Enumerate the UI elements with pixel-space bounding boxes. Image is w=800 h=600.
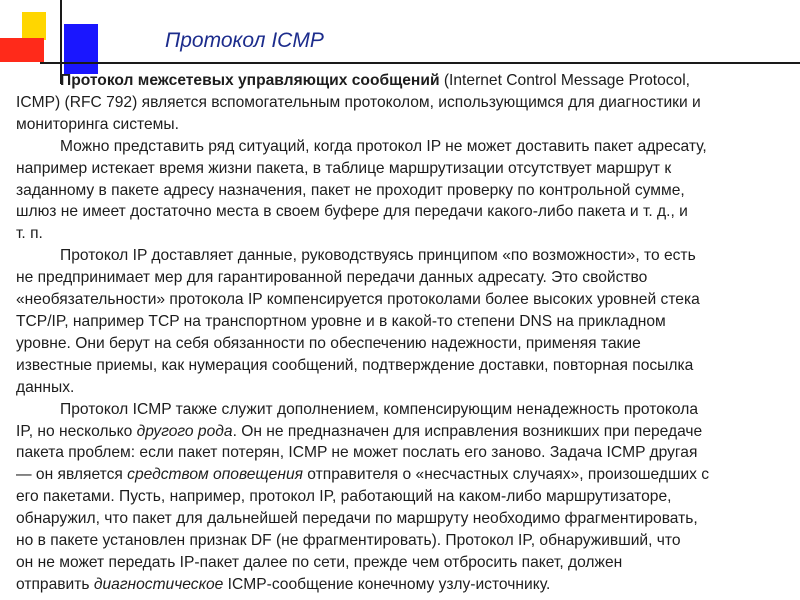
paragraph-3-line <box>16 355 800 377</box>
paragraph-1-line <box>16 92 800 114</box>
paragraph-4-line <box>16 399 800 421</box>
text-run: . Он не предназначен для исправления возникших при передаче <box>232 422 703 440</box>
text-run: IP, но несколько <box>16 422 137 440</box>
paragraph-2-line <box>16 180 800 202</box>
text-run: например истекает время жизни пакета, в таблице маршрутизации отсутствует маршрут к <box>16 159 672 177</box>
decorative-blue-rectangle <box>64 24 98 74</box>
text-run: не предпринимает мер для гарантированной передачи данных адресату. Это свойство <box>16 269 648 287</box>
text-run: пакета проблем: если пакет потерян, ICMP не может послать его заново. Задача ICMP другая <box>16 444 698 462</box>
italic-term: средством оповещения <box>127 466 303 484</box>
paragraph-4-line <box>16 508 800 530</box>
text-run: шлюз не имеет достаточно места в своем буфере для передачи какого-либо пакета и т. д., и <box>16 203 688 221</box>
text-run: TCP/IP, например TCP на транспортном уровне и в какой-то степени DNS на прикладном <box>16 312 666 330</box>
paragraph-4-line <box>16 442 800 464</box>
paragraph-4-line <box>16 574 800 596</box>
paragraph-3-line <box>16 377 800 399</box>
text-run: данных. <box>16 378 75 396</box>
decorative-yellow-square <box>22 12 46 40</box>
text-run: он не может передать IP-пакет далее по сети, прежде чем отбросить пакет, должен <box>16 553 623 571</box>
text-run: отправителя о «несчастных случаях», произошедших с <box>302 466 710 484</box>
paragraph-3-line <box>16 289 800 311</box>
text-run: мониторинга системы. <box>16 115 179 133</box>
text-run: известные приемы, как нумерация сообщений, подтверждение доставки, повторная посылка <box>16 356 694 374</box>
paragraph-3-line <box>16 311 800 333</box>
text-run: — он является <box>16 466 128 484</box>
italic-term: диагностическое <box>93 575 224 593</box>
paragraph-1-line <box>16 70 800 92</box>
paragraph-2-line <box>16 136 800 158</box>
paragraph-1-line <box>16 114 800 136</box>
text-run: «необязательности» протокола IP компенсируется протоколами более высоких уровней стека <box>16 291 700 309</box>
paragraph-4-line <box>16 486 800 508</box>
paragraph-4-line <box>16 464 800 486</box>
bold-term: Протокол межсетевых управляющих сообщений <box>60 72 440 89</box>
paragraph-3-line <box>16 333 800 355</box>
text-run: уровне. Они берут на себя обязанности по обеспечению надежности, применяя такие <box>16 334 641 352</box>
paragraph-2-line <box>16 158 800 180</box>
decorative-red-rectangle <box>0 38 44 62</box>
italic-term: другого рода <box>136 422 233 440</box>
paragraph-2-line <box>16 223 800 245</box>
text-run: Можно представить ряд ситуаций, когда протокол IP не может доставить пакет адресату, <box>60 137 707 155</box>
text-run: обнаружил, что пакет для дальнейшей передачи по маршруту необходимо фрагментировать, <box>16 510 698 528</box>
paragraph-3-line <box>16 245 800 267</box>
slide-body <box>16 70 800 596</box>
text-run: но в пакете установлен признак DF (не фрагментировать). Протокол IP, обнаруживший, что <box>16 532 681 550</box>
text-run: ICMP) (RFC 792) является вспомогательным протоколом, использующимся для диагностики и <box>16 93 701 111</box>
decorative-horizontal-line <box>40 62 800 64</box>
text-run: заданному в пакете адресу назначения, пакет не проходит проверку по контрольной сумме, <box>16 181 685 199</box>
slide-title: Протокол ICMP <box>165 29 324 52</box>
text-run: его пакетами. Пусть, например, протокол IP, работающий на каком-либо маршрутизаторе, <box>16 488 672 506</box>
text-run: т. п. <box>16 225 43 243</box>
text-run: Протокол ICMP также служит дополнением, компенсирующим ненадежность протокола <box>60 400 699 418</box>
paragraph-4-line <box>16 530 800 552</box>
text-run: отправить <box>16 575 94 593</box>
text-run: (Internet Control Message Protocol, <box>439 72 691 89</box>
paragraph-2-line <box>16 201 800 223</box>
text-run: Протокол IP доставляет данные, руководствуясь принципом «по возможности», то есть <box>60 247 696 265</box>
paragraph-4-line <box>16 421 800 443</box>
paragraph-4-line <box>16 552 800 574</box>
paragraph-3-line <box>16 267 800 289</box>
text-run: ICMP-сообщение конечному узлу-источнику. <box>223 575 551 593</box>
